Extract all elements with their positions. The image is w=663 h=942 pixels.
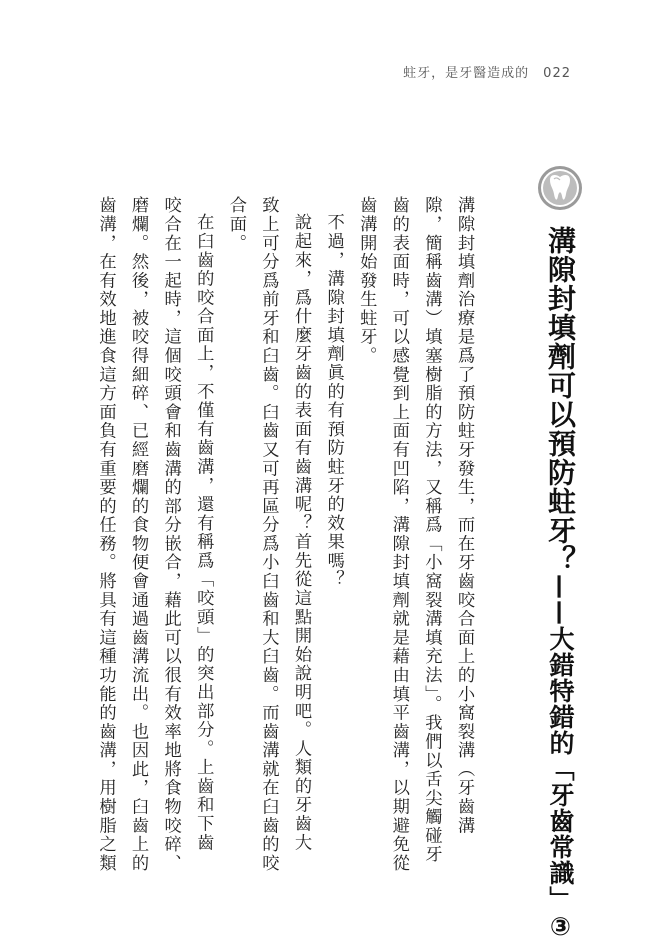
text-line: 齒溝，在有效地進食這方面負有重要的任務。將具有這種功能的齒溝，用樹脂之類 xyxy=(95,196,116,873)
text-line: 磨爛。然後，被咬得細碎、已經磨爛的食物便會通過齒溝流出。也因此，臼齒上的 xyxy=(128,196,149,873)
paragraph-3 xyxy=(219,196,317,896)
text-line: 咬合在一起時，這個咬頭會和齒溝的部分嵌合，藉此可以很有效率地將食物咬碎、 xyxy=(160,196,181,873)
section-title xyxy=(538,226,582,942)
body-text xyxy=(89,196,480,896)
page-number: 022 xyxy=(543,66,571,81)
text-line: 齒溝開始發生蛀牙。 xyxy=(356,196,377,366)
text-line: 隙，簡稱齒溝）填塞樹脂的方法，又稱爲「小窩裂溝填充法」。我們以舌尖觸碰牙 xyxy=(421,196,442,864)
text-line: 致上可分爲前牙和臼齒。臼齒又可再區分爲小臼齒和大臼齒。而齒溝就在臼齒的咬 xyxy=(258,196,279,873)
chapter-title: 蛀牙，是牙醫造成的 xyxy=(403,66,530,81)
text-line: 齒的表面時，可以感覺到上面有凹陷，溝隙封填劑就是藉由填平齒溝，以期避免從 xyxy=(388,196,409,873)
title-subtitle: ——大錯特錯的「牙齒常識」③ xyxy=(546,574,575,942)
text-line: 不過，溝隙封填劑眞的有預防蛀牙的效果嗎？ xyxy=(323,213,344,590)
paragraph-2 xyxy=(317,196,350,896)
text-line: 溝隙封填劑治療是爲了預防蛀牙發生，而在牙齒咬合面上的小窩裂溝（牙齒溝 xyxy=(454,196,474,835)
paragraph-1 xyxy=(350,196,480,896)
paragraph-4 xyxy=(89,196,219,896)
tooth-icon xyxy=(536,164,584,212)
title-main: 溝隙封填劑可以預防蛀牙？ xyxy=(544,226,577,574)
running-header xyxy=(403,62,571,81)
text-line: 說起來，爲什麼牙齒的表面有齒溝呢？首先從這點開始說明吧。人類的牙齒大 xyxy=(291,213,312,853)
text-line: 合面。 xyxy=(225,196,246,253)
text-line: 在臼齒的咬合面上，不僅有齒溝，還有稱爲「咬頭」的突出部分。上齒和下齒 xyxy=(193,213,214,853)
